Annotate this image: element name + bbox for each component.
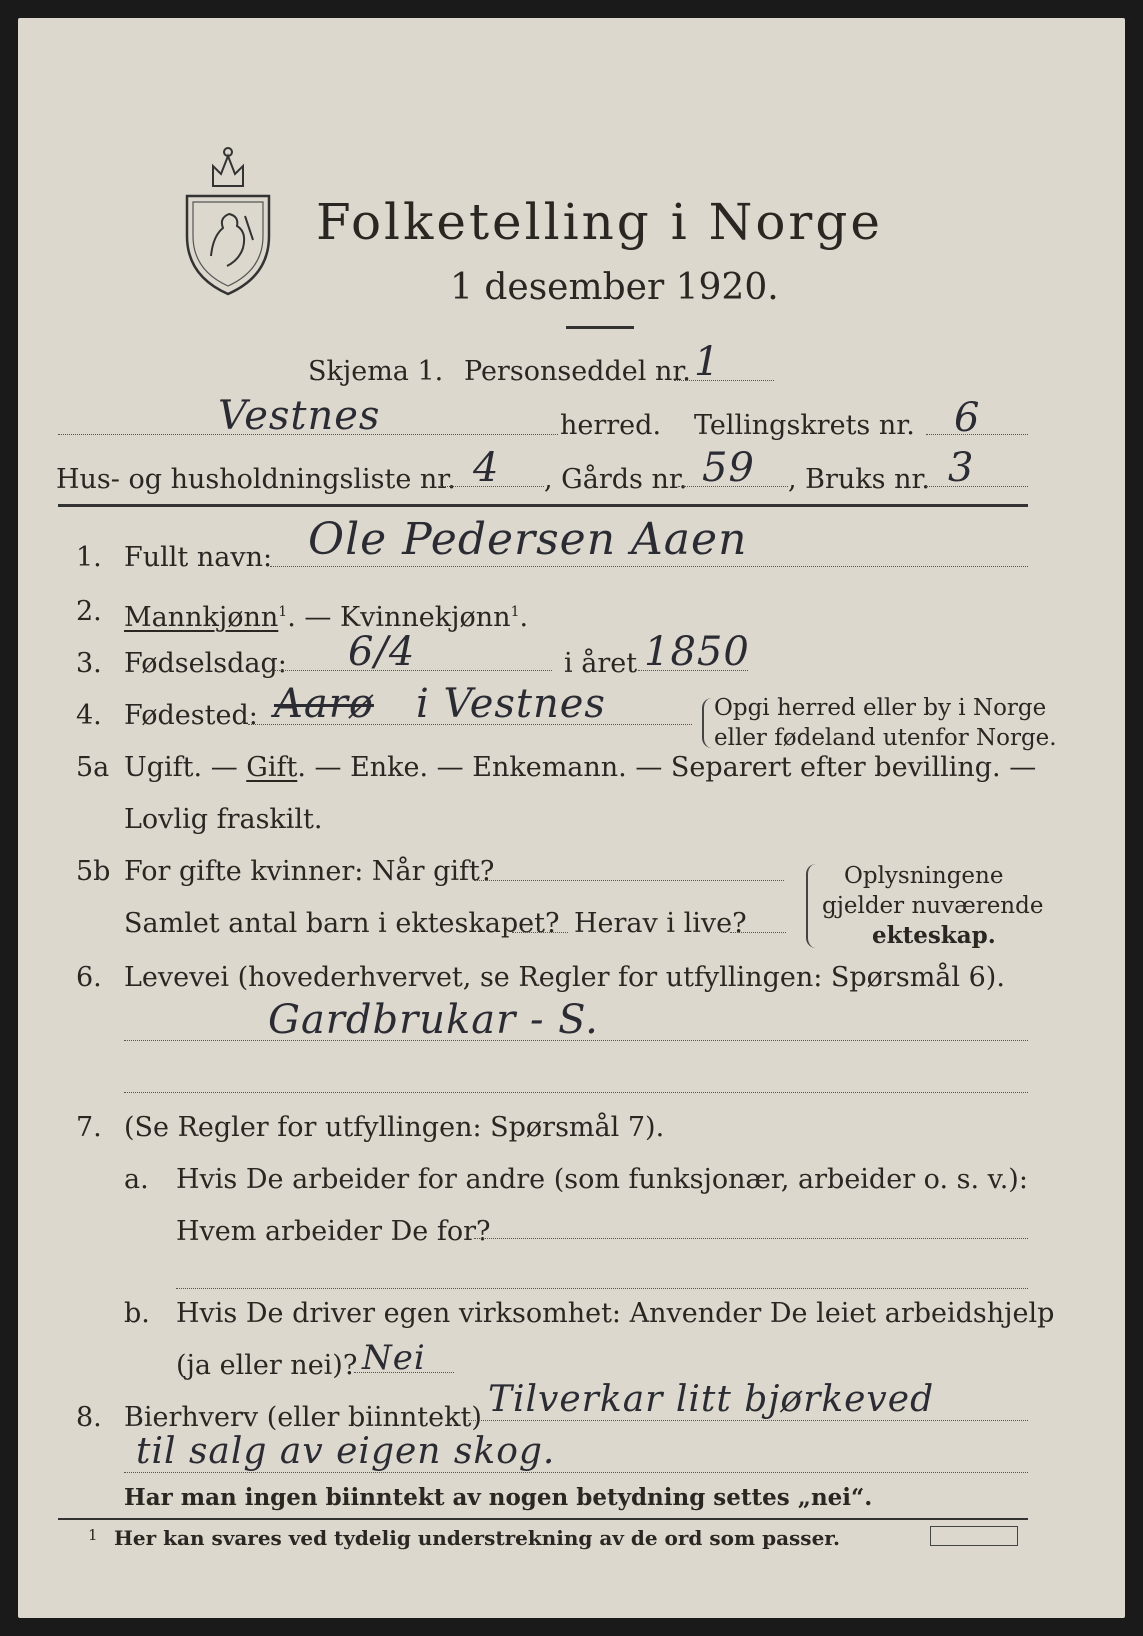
footnote-mark: 1 xyxy=(88,1526,98,1544)
title-divider xyxy=(566,326,634,329)
q3-year-value[interactable]: 1850 xyxy=(644,629,750,675)
q6-number: 6. xyxy=(76,962,102,993)
q4-note-1: Opgi herred eller by i Norge xyxy=(714,695,1047,721)
norwegian-coat-of-arms-icon xyxy=(183,136,273,296)
q5b-number: 5b xyxy=(76,856,111,887)
q3-number: 3. xyxy=(76,648,102,679)
q2-sep: . — xyxy=(287,602,340,633)
tellingskrets-label: Tellingskrets nr. xyxy=(694,410,915,441)
q5a-gift[interactable]: Gift xyxy=(246,752,298,783)
herred-value[interactable]: Vestnes xyxy=(218,393,381,439)
q4-birthplace-value[interactable]: i Vestnes xyxy=(416,681,606,727)
q7b-letter: b. xyxy=(124,1298,150,1329)
husholdningsliste-label: Hus- og husholdningsliste nr. xyxy=(56,464,456,495)
printer-stamp xyxy=(930,1526,1018,1546)
q6-line-1 xyxy=(124,1040,1028,1041)
q2-number: 2. xyxy=(76,596,102,627)
q4-note-2: eller fødeland utenfor Norge. xyxy=(714,725,1057,751)
census-form-page xyxy=(18,18,1125,1618)
q7b-sub-label: (ja eller nei)? xyxy=(176,1350,358,1381)
q8-line-1 xyxy=(468,1420,1028,1421)
bruks-label: , Bruks nr. xyxy=(788,464,931,495)
q1-line xyxy=(270,566,1028,567)
q2-end: . xyxy=(519,602,529,633)
q4-number: 4. xyxy=(76,700,102,731)
q8-label: Bierhverv (eller biinntekt) xyxy=(124,1402,482,1433)
q7b-label: Hvis De driver egen virksomhet: Anvender De leiet arbeidshjelp xyxy=(176,1298,1055,1329)
q7a-label: Hvis De arbeider for andre (som funksjonær, arbeider o. s. v.): xyxy=(176,1164,1028,1195)
q8-value-2[interactable]: til salg av eigen skog. xyxy=(136,1431,556,1472)
q7-label: (Se Regler for utfyllingen: Spørsmål 7). xyxy=(124,1112,665,1143)
q5b-alive-line[interactable] xyxy=(730,932,786,933)
tellingskrets-value[interactable]: 6 xyxy=(954,395,981,441)
q7a-line-2[interactable] xyxy=(176,1288,1028,1289)
q5a-ugift[interactable]: Ugift xyxy=(124,752,194,783)
q3-birthday-value[interactable]: 6/4 xyxy=(348,629,416,675)
census-date: 1 desember 1920. xyxy=(450,267,779,308)
q8-number: 8. xyxy=(76,1402,102,1433)
q5a-sep: . — xyxy=(193,752,247,783)
bruks-line xyxy=(926,486,1028,487)
q5a-lovlig-fraskilt[interactable]: Lovlig fraskilt. xyxy=(124,804,323,835)
q2-gender-options: Mannkjønn$^1$. — Kvinnekjønn$^1$. xyxy=(124,602,529,633)
personseddel-line xyxy=(674,380,774,381)
section-divider xyxy=(58,504,1028,507)
q7a-letter: a. xyxy=(124,1164,149,1195)
husholdningsliste-value[interactable]: 4 xyxy=(473,445,500,491)
q2-kvinnekjonn[interactable]: Kvinnekjønn xyxy=(339,602,511,633)
q8-value-1[interactable]: Tilverkar litt bjørkeved xyxy=(488,1379,935,1420)
q5a-rest[interactable]: . — Enke. — Enkemann. — Separert efter bevilling. — xyxy=(297,752,1037,783)
q5b-children-line[interactable] xyxy=(512,932,568,933)
q5b-label-2: Samlet antal barn i ekteskapet? xyxy=(124,908,560,939)
q2-mannkjonn[interactable]: Mannkjønn xyxy=(124,602,279,633)
q5b-herav-label: Herav i live? xyxy=(574,908,747,939)
q6-line-2[interactable] xyxy=(124,1092,1028,1093)
q5a-status-options xyxy=(124,752,1036,784)
q4-label: Fødested: xyxy=(124,700,258,731)
personseddel-label: Personseddel nr. xyxy=(464,356,691,387)
q5b-note-2: gjelder nuværende xyxy=(822,893,1044,919)
q6-occupation-value[interactable]: Gardbrukar - S. xyxy=(268,997,599,1043)
q3-label: Fødselsdag: xyxy=(124,648,287,679)
q8-note: Har man ingen biinntekt av nogen betydning settes „nei“. xyxy=(124,1484,873,1511)
q1-label: Fullt navn: xyxy=(124,542,273,573)
gards-value[interactable]: 59 xyxy=(702,445,755,491)
q1-number: 1. xyxy=(76,542,102,573)
herred-label: herred. xyxy=(560,410,662,441)
census-title: Folketelling i Norge xyxy=(316,193,883,251)
footnote-text: Her kan svares ved tydelig understrekning av de ord som passer. xyxy=(114,1526,840,1550)
footnote-divider xyxy=(58,1518,1028,1520)
q5b-note-3: ekteskap. xyxy=(872,922,996,949)
q5b-label-1: For gifte kvinner: Når gift? xyxy=(124,856,495,887)
q8-line-2 xyxy=(124,1472,1028,1473)
q5b-brace xyxy=(806,864,818,948)
q7b-value[interactable]: Nei xyxy=(362,1338,426,1378)
bruks-value[interactable]: 3 xyxy=(948,445,975,491)
skjema-label: Skjema 1. xyxy=(308,356,444,387)
q6-label: Levevei (hovederhvervet, se Regler for utfyllingen: Spørsmål 6). xyxy=(124,962,1005,993)
q7a-sub-label: Hvem arbeider De for? xyxy=(176,1216,491,1247)
q5a-number: 5a xyxy=(76,752,110,783)
q1-full-name-value[interactable]: Ole Pedersen Aaen xyxy=(308,514,748,565)
gards-label: , Gårds nr. xyxy=(544,464,688,495)
q7-number: 7. xyxy=(76,1112,102,1143)
q5b-married-line[interactable] xyxy=(474,880,784,881)
q7a-line-1[interactable] xyxy=(474,1238,1028,1239)
q5b-note-1: Oplysningene xyxy=(844,863,1004,889)
q3-aret-label: i året xyxy=(564,648,638,679)
q4-struck-value: Aarø xyxy=(274,681,374,727)
q4-brace xyxy=(702,698,712,748)
personseddel-value[interactable]: 1 xyxy=(694,339,721,385)
